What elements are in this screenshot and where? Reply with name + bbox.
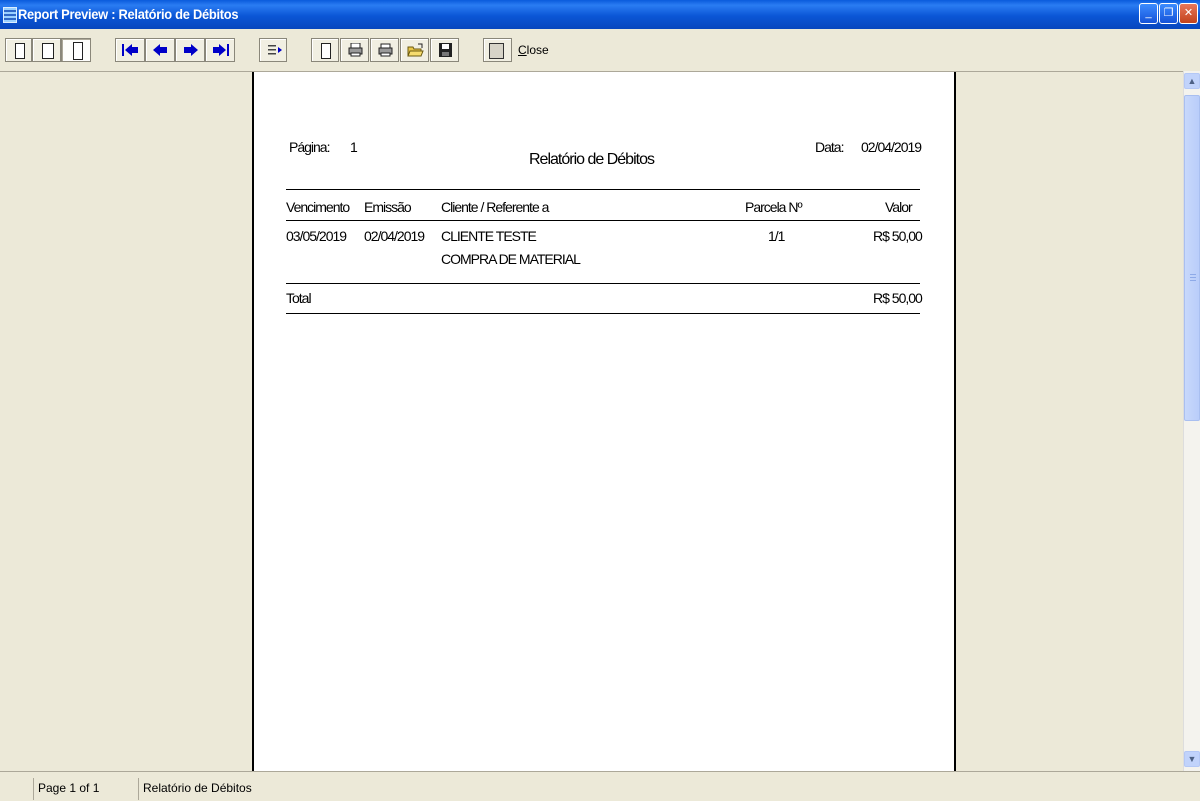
preview-area[interactable]	[0, 71, 1183, 772]
col-valor: Valor	[885, 199, 912, 215]
restore-icon: ❐	[1163, 7, 1174, 19]
close-label-hotkey: C	[518, 43, 527, 57]
col-cliente: Cliente / Referente a	[441, 199, 549, 215]
goto-page-icon	[265, 43, 284, 57]
report-title: Relatório de Débitos	[529, 151, 654, 168]
first-page-button[interactable]	[115, 38, 145, 62]
row-cliente: CLIENTE TESTE	[441, 228, 536, 244]
zoom-100-button[interactable]	[61, 38, 91, 62]
first-page-arrow-icon	[121, 43, 140, 57]
grip-line	[1190, 277, 1196, 278]
total-rule-top	[286, 283, 920, 284]
goto-page-button[interactable]	[259, 38, 287, 62]
report-page	[252, 72, 956, 772]
open-button[interactable]	[400, 38, 429, 62]
grip-line	[1190, 280, 1196, 281]
last-page-button[interactable]	[205, 38, 235, 62]
close-window-button[interactable]	[1179, 3, 1198, 24]
total-rule-bottom	[286, 313, 920, 314]
header-rule-top	[286, 189, 920, 190]
header-rule-bottom	[286, 220, 920, 221]
floppy-disk-icon	[436, 43, 455, 57]
row-vencimento: 03/05/2019	[286, 228, 347, 244]
scroll-thumb[interactable]	[1184, 95, 1200, 421]
printer-icon	[376, 43, 395, 57]
total-label: Total	[286, 290, 311, 306]
scroll-down-button[interactable]	[1184, 751, 1200, 767]
restore-button[interactable]	[1159, 3, 1178, 24]
row-valor: R$ 50,00	[873, 228, 922, 244]
status-page-info: Page 1 of 1	[33, 778, 138, 800]
exit-button[interactable]	[483, 38, 512, 62]
close-icon: ✕	[1183, 7, 1194, 19]
whole-page-button[interactable]	[5, 38, 32, 62]
close-label-rest: lose	[526, 43, 549, 57]
right-arrow-icon	[181, 43, 200, 57]
printer-setup-button[interactable]	[340, 38, 369, 62]
page-label: Página:	[289, 139, 330, 155]
row-emissao: 02/04/2019	[364, 228, 425, 244]
page-setup-button[interactable]	[311, 38, 339, 62]
title-bar	[0, 0, 1200, 29]
chevron-up-icon: ▲	[1187, 76, 1197, 86]
page-number: 1	[350, 139, 357, 155]
last-page-arrow-icon	[211, 43, 230, 57]
chevron-down-icon: ▼	[1187, 754, 1197, 764]
minimize-icon: _	[1145, 7, 1152, 19]
next-page-button[interactable]	[175, 38, 205, 62]
status-bar	[0, 771, 1200, 801]
toolbar	[0, 29, 1200, 71]
printer-setup-icon	[346, 43, 365, 57]
col-emissao: Emissão	[364, 199, 411, 215]
save-button[interactable]	[430, 38, 459, 62]
grip-line	[1190, 274, 1196, 275]
col-parcela: Parcela Nº	[745, 199, 802, 215]
prior-page-button[interactable]	[145, 38, 175, 62]
print-button[interactable]	[370, 38, 399, 62]
close-button-label[interactable]	[518, 43, 549, 57]
page-width-button[interactable]	[32, 38, 61, 62]
status-report-name: Relatório de Débitos	[138, 778, 438, 800]
scroll-up-button[interactable]	[1184, 73, 1200, 89]
col-vencimento: Vencimento	[286, 199, 350, 215]
exit-icon	[489, 43, 504, 59]
row-referente: COMPRA DE MATERIAL	[441, 251, 580, 267]
left-arrow-icon	[151, 43, 170, 57]
minimize-button[interactable]	[1139, 3, 1158, 24]
page-zoom-icon	[73, 42, 83, 60]
page-setup-icon	[321, 43, 331, 59]
date-label: Data:	[815, 139, 844, 155]
window-title: Report Preview : Relatório de Débitos	[18, 6, 239, 22]
vertical-scrollbar[interactable]	[1183, 71, 1200, 771]
page-icon	[15, 43, 25, 59]
open-folder-icon	[406, 43, 425, 57]
app-icon	[3, 7, 17, 23]
row-parcela: 1/1	[768, 228, 785, 244]
date-value: 02/04/2019	[861, 139, 922, 155]
total-value: R$ 50,00	[873, 290, 922, 306]
page-width-icon	[42, 43, 54, 59]
